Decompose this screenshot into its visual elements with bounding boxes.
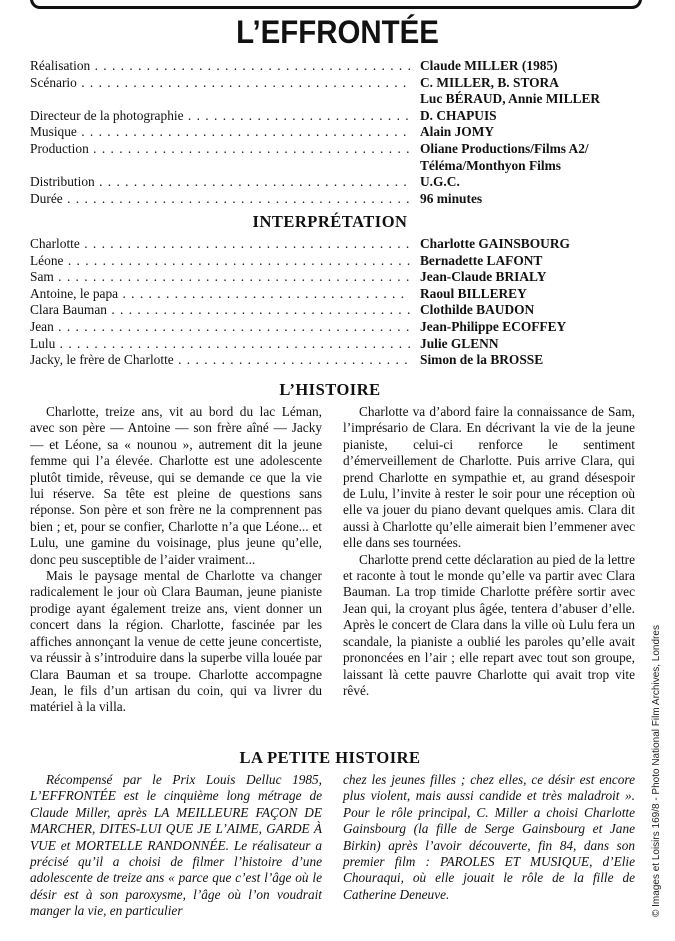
credit-label: Scénario . . . [30, 75, 410, 92]
petite-histoire-column-left [30, 772, 322, 920]
petite-histoire-heading: LA PETITE HISTOIRE [239, 748, 421, 767]
credit-label: Durée . . . [30, 191, 410, 208]
cast-role: Charlotte . . . [30, 236, 410, 253]
cast-role: Clara Bauman . . . [30, 302, 410, 319]
cast-row [30, 319, 630, 336]
cast-row [30, 286, 630, 303]
story-paragraph: Charlotte, treize ans, vit au bord du lac Léman, avec son père — Antoine — son frère aîné — Jacky — et Léone, sa « nounou », autrement dit la jeune femme qui l’a élevée. Charlotte est une adolescente plutôt timide, rêveuse, qui se demande ce que la vie lui réserve. Sa tête est pleine de questions sans réponse. Son père et son frère ne la comprennent pas bien ; et, pour se confier, Charlotte n’a que Léone... et Lulu, une gamine du voisinage, plus jeune qu’elle, donc peu susceptible de l’aider vraiment... [30, 404, 322, 567]
cast-role: Antoine, le papa . . . [30, 286, 410, 303]
story-column-right [343, 404, 635, 699]
cast-actor: Clothilde BAUDON [420, 302, 535, 318]
story-paragraph: Charlotte prend cette déclaration au pied de la lettre et raconte à tout le monde qu’elle va partir avec Clara Bauman. La trop timide Charlotte préfère sortir avec Jean qui, la croyant plus âgée, tentera d’abuser d’elle. Après le concert de Clara dans la ville où Lulu fera un scandale, la pianiste a oublié les paroles qu’elle avait prononcées en l’air ; elle repart avec tout son groupe, laissant là cette pauvre Charlotte qui avait trop vite rêvé. [343, 551, 635, 698]
cast-row [30, 336, 630, 353]
credit-value: Alain JOMY [420, 124, 495, 140]
credit-label: Réalisation . . . [30, 58, 410, 75]
cast-row [30, 269, 630, 286]
story-column-left [30, 404, 322, 716]
credit-row [30, 124, 630, 141]
cast-role: Sam . . . [30, 269, 410, 286]
cast-actor: Julie GLENN [420, 335, 499, 351]
cast-actor: Jean-Philippe ECOFFEY [420, 318, 567, 334]
credit-row [30, 191, 630, 208]
credit-row [30, 108, 630, 125]
cast-row [30, 352, 630, 369]
cast-row [30, 253, 630, 270]
credit-value: U.G.C. [420, 174, 460, 190]
credit-value: C. MILLER, B. STORA [420, 74, 559, 90]
credit-value: D. CHAPUIS [420, 107, 497, 123]
credit-label: Directeur de la photographie . . . [30, 108, 410, 125]
credit-value: Téléma/Monthyon Films [420, 157, 561, 173]
cast-heading: INTERPRÉTATION [252, 212, 408, 231]
credit-value: Luc BÉRAUD, Annie MILLER [420, 91, 601, 107]
cast-row [30, 236, 630, 253]
cast-row [30, 302, 630, 319]
petite-histoire-text: chez les jeunes filles ; chez elles, ce désir est encore plus violent, mais aussi candide et très maladroit ». Pour le rôle principal, C. Miller a choisi Charlotte Gainsbourg (la fille de Serge Gainsbourg et Jane Birkin) après l’avoir découverte, fin 84, dans son premier film : PAROLES ET MUSIQUE, d’Elie Chouraqui, où elle jouait le rôle de la fille de Catherine Deneuve. [343, 772, 635, 902]
credit-row [30, 58, 630, 75]
page-title: L’EFFRONTÉE [236, 14, 439, 50]
cast-role: Jean . . . [30, 319, 410, 336]
cast-actor: Bernadette LAFONT [420, 252, 543, 268]
credit-row-continued [30, 158, 630, 175]
cast-actor: Charlotte GAINSBOURG [420, 236, 570, 251]
credit-row-continued [30, 91, 630, 108]
credits-list [30, 58, 630, 207]
cast-role: Léone . . . [30, 253, 410, 270]
credit-value: Claude MILLER (1985) [420, 58, 558, 73]
cast-role: Lulu . . . [30, 336, 410, 353]
story-paragraph: Charlotte va d’abord faire la connaissance de Sam, l’imprésario de Clara. En décrivant la vie de la jeune pianiste, celui-ci renforce le sentiment d’émerveillement de Charlotte. Puis arrive Clara, qui prend Charlotte en sympathie et, au grand désespoir de Lulu, l’invite à rester le soir pour une réception où elle va jouer du piano devant quelques amis. Clara dit aussi à Charlotte qu’elle aimerait bien l’emmener avec elle dans ses tournées. [343, 404, 635, 551]
credit-value: 96 minutes [420, 190, 483, 206]
petite-histoire-text: Récompensé par le Prix Louis Delluc 1985, L’EFFRONTÉE est le cinquième long métrage de Claude Miller, après LA MEILLEURE FAÇON DE MARCHER, DITES-LUI QUE JE L’AIME, GARDE À VUE et MORTELLE RANDONNÉE. Le réalisateur a précisé qu’il a choisi de filmer l’histoire d’une adolescente de treize ans « parce que c’est l’âge où le désir est à son paroxysme, l’âge où l’on voudrait manger la vie, en particulier [30, 772, 322, 919]
cast-actor: Simon de la BROSSE [420, 352, 544, 368]
credit-label: Musique . . . [30, 124, 410, 141]
petite-histoire-column-right [343, 772, 635, 903]
photo-credit-vertical: © Images et Loisirs 169/8 - Photo National Film Archives, Londres [651, 625, 662, 917]
cast-role: Jacky, le frère de Charlotte . . . [30, 352, 410, 369]
cast-list [30, 236, 630, 369]
credit-row [30, 174, 630, 191]
credit-row [30, 75, 630, 92]
credit-value: Oliane Productions/Films A2/ [420, 140, 589, 156]
cast-actor: Raoul BILLEREY [420, 285, 527, 301]
cast-actor: Jean-Claude BRIALY [420, 269, 547, 285]
story-paragraph: Mais le paysage mental de Charlotte va changer radicalement le jour où Clara Bauman, jeune pianiste prodige ayant également treize ans, vient donner un concert dans la région. Charlotte, fascinée par les affiches annonçant la venue de cette jeune concertiste, va réussir à s’introduire dans la superbe villa louée par Clara Bauman et sa troupe. Charlotte accompagne Jean, le fils d’un artisan du coin, qui va livrer du matériel à la villa. [30, 568, 322, 715]
credit-label: Distribution . . . [30, 174, 410, 191]
top-frame-border [30, 0, 642, 9]
credit-row [30, 141, 630, 158]
story-heading: L’HISTOIRE [279, 380, 381, 399]
credit-label: Production . . . [30, 141, 410, 158]
